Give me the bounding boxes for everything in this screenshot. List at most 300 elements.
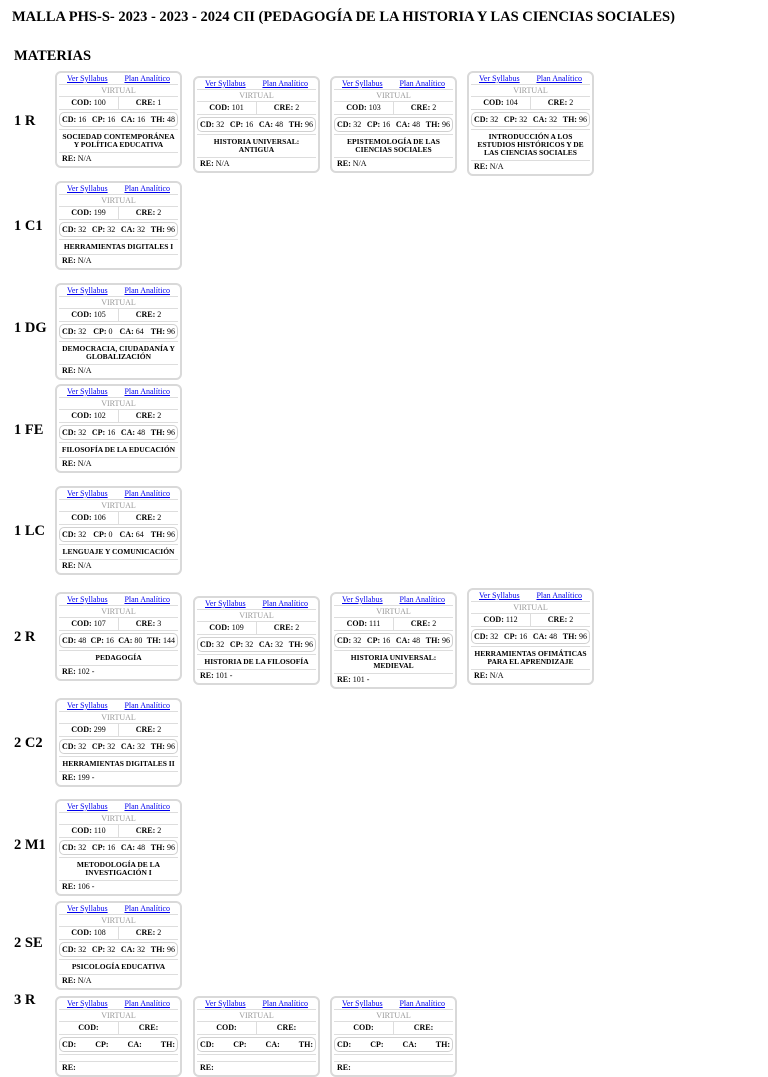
cd-cell: CD: 32 <box>474 632 499 641</box>
cod-cre-row <box>59 512 178 525</box>
cre-value: 1 <box>157 98 162 107</box>
th-value: 96 <box>441 120 450 129</box>
cod-cell: COD: 106 <box>59 512 119 524</box>
syllabus-link[interactable]: Ver Syllabus <box>67 999 108 1008</box>
course-name <box>197 1054 316 1062</box>
cod-cre-row <box>59 410 178 423</box>
cp-cell: CP: <box>370 1040 384 1049</box>
cp-value: 16 <box>107 428 116 437</box>
cre-value: 2 <box>157 725 162 734</box>
plan-analitico-link[interactable]: Plan Analítico <box>262 79 308 88</box>
ca-cell: CA: 80 <box>118 636 143 645</box>
card-links <box>59 286 178 297</box>
ca-cell: CA: 32 <box>120 742 146 751</box>
syllabus-link[interactable]: Ver Syllabus <box>342 999 383 1008</box>
cp-value: 32 <box>107 225 116 234</box>
card-links <box>59 74 178 85</box>
cre-cell: CRE: <box>413 1023 434 1032</box>
th-cell: TH: 96 <box>150 428 175 437</box>
cd-cell: CD: 16 <box>62 115 87 124</box>
cd-value: 48 <box>78 636 87 645</box>
ca-cell: CA: 48 <box>395 120 421 129</box>
page-title: MALLA PHS-S- 2023 - 2023 - 2024 CII (PEDAGOGÍA DE LA HISTORIA Y LAS CIENCIAS SOCIALES) <box>12 9 675 25</box>
course-name: SOCIEDAD CONTEMPORÁNEA Y POLÍTICA EDUCATIVA <box>59 129 178 153</box>
syllabus-link[interactable]: Ver Syllabus <box>67 802 108 811</box>
cp-cell: CP: 32 <box>503 115 528 124</box>
cod-value: 107 <box>93 619 106 628</box>
cre-cell: CRE: 2 <box>135 310 162 319</box>
cod-cell: COD: 101 <box>197 102 257 114</box>
course-name: METODOLOGÍA DE LA INVESTIGACIÓN I <box>59 857 178 881</box>
th-cell: TH: <box>298 1040 313 1049</box>
cod-cell: COD: 104 <box>471 97 531 109</box>
cre-value: 2 <box>432 619 437 628</box>
requisite-value: 199 - <box>77 773 95 782</box>
cp-value: 32 <box>107 742 116 751</box>
ca-cell: CA: 48 <box>395 636 421 645</box>
course-card <box>55 384 182 473</box>
modality-label: VIRTUAL <box>59 85 178 97</box>
course-card <box>55 592 182 681</box>
course-name: HERRAMIENTAS DIGITALES II <box>59 756 178 772</box>
card-links <box>197 79 316 90</box>
card-links <box>334 79 453 90</box>
cod-cell: COD: 110 <box>59 825 119 837</box>
course-name: FILOSOFÍA DE LA EDUCACIÓN <box>59 442 178 458</box>
cod-cre-row <box>59 309 178 322</box>
cp-value: 16 <box>519 632 528 641</box>
ca-cell: CA: 32 <box>120 225 146 234</box>
cd-cell: CD: 32 <box>337 636 362 645</box>
cp-cell: CP: 16 <box>366 636 391 645</box>
plan-analitico-link[interactable]: Plan Analítico <box>262 999 308 1008</box>
ca-value: 32 <box>137 225 146 234</box>
requisite-row: RE: N/A <box>62 154 92 163</box>
cd-value: 32 <box>78 742 87 751</box>
syllabus-link[interactable]: Ver Syllabus <box>67 701 108 710</box>
course-card <box>55 901 182 990</box>
requisite-row: RE: <box>337 1063 351 1072</box>
cod-value: 112 <box>505 615 518 624</box>
ca-cell: CA: 64 <box>119 327 144 336</box>
syllabus-link[interactable]: Ver Syllabus <box>67 184 108 193</box>
cre-cell: CRE: <box>276 1023 297 1032</box>
card-links <box>59 802 178 813</box>
th-cell: TH: 96 <box>562 632 587 641</box>
th-cell: TH: 96 <box>425 120 450 129</box>
th-value: 96 <box>167 327 175 336</box>
requisite-value: N/A <box>77 154 92 163</box>
cre-cell: CRE: 3 <box>135 619 162 628</box>
card-links <box>471 74 590 85</box>
cre-cell: CRE: 1 <box>135 98 162 107</box>
cd-cell: CD: <box>337 1040 352 1049</box>
ca-value: 32 <box>137 742 146 751</box>
cd-value: 32 <box>216 120 225 129</box>
ca-cell: CA: <box>265 1040 280 1049</box>
requisite-value: 101 - <box>352 675 370 684</box>
cod-value: 108 <box>93 928 106 937</box>
ca-cell: CA: <box>127 1040 142 1049</box>
modality-label: VIRTUAL <box>59 915 178 927</box>
cp-value: 0 <box>108 530 113 539</box>
cp-cell: CP: 16 <box>503 632 528 641</box>
cd-cell: CD: 32 <box>337 120 362 129</box>
cd-cell: CD: <box>200 1040 215 1049</box>
cre-value: 2 <box>295 103 300 112</box>
requisite-row: RE: N/A <box>62 256 92 265</box>
requisite-value: N/A <box>77 976 92 985</box>
plan-analitico-link[interactable]: Plan Analítico <box>399 79 445 88</box>
cod-cell: COD: 107 <box>59 618 119 630</box>
requisite-row: RE: 199 - <box>62 773 95 782</box>
cd-cell: CD: <box>62 1040 77 1049</box>
th-cell: TH: 96 <box>150 945 175 954</box>
cp-cell: CP: 16 <box>91 115 116 124</box>
cod-cre-row <box>59 825 178 838</box>
requisite-value: N/A <box>77 366 92 375</box>
course-card <box>193 996 320 1077</box>
cp-cell: CP: 16 <box>91 428 116 437</box>
cd-cell: CD: 32 <box>200 120 225 129</box>
th-cell: TH: 96 <box>150 843 175 852</box>
course-card <box>330 996 457 1077</box>
cp-cell: CP: <box>233 1040 247 1049</box>
cod-value: 101 <box>231 103 244 112</box>
syllabus-link[interactable]: Ver Syllabus <box>67 387 108 396</box>
plan-analitico-link[interactable]: Plan Analítico <box>124 999 170 1008</box>
course-name: HERRAMIENTAS OFIMÁTICAS PARA EL APRENDIZAJE <box>471 646 590 670</box>
course-name: DEMOCRACIA, CIUDADANÍA Y GLOBALIZACIÓN <box>59 341 178 365</box>
modality-label: VIRTUAL <box>471 85 590 97</box>
cre-value: 2 <box>432 103 437 112</box>
card-links <box>334 595 453 606</box>
ca-value: 80 <box>134 636 143 645</box>
cp-cell: CP: 0 <box>93 530 113 539</box>
cp-cell: CP: 16 <box>366 120 391 129</box>
modality-label: VIRTUAL <box>59 297 178 309</box>
cod-cre-row <box>59 207 178 220</box>
plan-analitico-link[interactable]: Plan Analítico <box>124 904 170 913</box>
course-name: EPISTEMOLOGÍA DE LAS CIENCIAS SOCIALES <box>334 134 453 158</box>
syllabus-link[interactable]: Ver Syllabus <box>479 591 520 600</box>
requisite-row: RE: N/A <box>474 162 504 171</box>
section-heading: MATERIAS <box>14 48 92 64</box>
plan-analitico-link[interactable]: Plan Analítico <box>399 595 445 604</box>
requisite-row: RE: 102 - <box>62 667 95 676</box>
hours-row <box>334 117 453 132</box>
card-links <box>59 184 178 195</box>
cod-value: 106 <box>93 513 106 522</box>
th-value: 144 <box>162 636 175 645</box>
cp-value: 16 <box>245 120 254 129</box>
requisite-value: N/A <box>489 162 504 171</box>
course-name <box>334 1054 453 1062</box>
cre-value: 2 <box>569 615 574 624</box>
ca-cell: CA: <box>402 1040 417 1049</box>
card-links <box>59 999 178 1010</box>
cod-value: 105 <box>93 310 106 319</box>
cod-value: 100 <box>93 98 106 107</box>
cd-value: 16 <box>78 115 87 124</box>
row-label-1r: 1 R <box>14 113 36 129</box>
row-label-1c1: 1 C1 <box>14 218 43 234</box>
cd-value: 32 <box>78 530 87 539</box>
course-name: HISTORIA UNIVERSAL: ANTIGUA <box>197 134 316 158</box>
th-cell: TH: 96 <box>425 636 450 645</box>
plan-analitico-link[interactable]: Plan Analítico <box>124 387 170 396</box>
cp-cell: CP: 32 <box>91 225 116 234</box>
modality-label: VIRTUAL <box>334 606 453 618</box>
modality-label: VIRTUAL <box>59 813 178 825</box>
th-cell: TH: 144 <box>146 636 175 645</box>
course-card <box>55 71 182 168</box>
plan-analitico-link[interactable]: Plan Analítico <box>124 184 170 193</box>
cod-cell: COD: 111 <box>334 618 394 630</box>
cd-value: 32 <box>78 225 87 234</box>
plan-analitico-link[interactable]: Plan Analítico <box>536 74 582 83</box>
ca-cell: CA: 48 <box>120 843 146 852</box>
syllabus-link[interactable]: Ver Syllabus <box>205 599 246 608</box>
syllabus-link[interactable]: Ver Syllabus <box>342 595 383 604</box>
cod-cell: COD: 112 <box>471 614 531 626</box>
course-card <box>467 71 594 176</box>
cod-cre-row <box>59 724 178 737</box>
cre-cell: CRE: 2 <box>547 98 574 107</box>
row-label-2se: 2 SE <box>14 935 43 951</box>
cod-value: 102 <box>93 411 106 420</box>
cod-cre-row <box>334 618 453 631</box>
modality-label: VIRTUAL <box>197 1010 316 1022</box>
cd-cell: CD: 32 <box>62 327 87 336</box>
cre-cell: CRE: 2 <box>135 411 162 420</box>
course-card <box>467 588 594 685</box>
cre-cell: CRE: 2 <box>273 623 300 632</box>
cd-value: 32 <box>78 428 87 437</box>
cp-value: 0 <box>108 327 113 336</box>
hours-row <box>197 1037 316 1052</box>
requisite-value: 101 - <box>215 671 233 680</box>
requisite-row: RE: <box>62 1063 76 1072</box>
course-name: INTRODUCCIÓN A LOS ESTUDIOS HISTÓRICOS Y DE LAS CIENCIAS SOCIALES <box>471 129 590 161</box>
hours-row <box>59 112 178 127</box>
ca-cell: CA: 48 <box>120 428 146 437</box>
cod-cell: COD: 108 <box>59 927 119 939</box>
cd-cell: CD: 32 <box>62 225 87 234</box>
requisite-row: RE: N/A <box>62 976 92 985</box>
th-value: 96 <box>304 640 313 649</box>
cre-value: 3 <box>157 619 162 628</box>
cre-cell: CRE: 2 <box>410 103 437 112</box>
th-value: 96 <box>166 225 175 234</box>
modality-label: VIRTUAL <box>59 398 178 410</box>
hours-row <box>59 633 178 648</box>
cre-value: 2 <box>157 208 162 217</box>
cre-cell: CRE: 2 <box>547 615 574 624</box>
plan-analitico-link[interactable]: Plan Analítico <box>124 595 170 604</box>
requisite-row: RE: 106 - <box>62 882 95 891</box>
hours-row <box>197 637 316 652</box>
th-value: 96 <box>578 115 587 124</box>
cod-cre-row <box>59 618 178 631</box>
card-links <box>59 701 178 712</box>
course-card <box>55 181 182 270</box>
th-value: 96 <box>167 530 175 539</box>
plan-analitico-link[interactable]: Plan Analítico <box>262 599 308 608</box>
th-value: 96 <box>578 632 587 641</box>
syllabus-link[interactable]: Ver Syllabus <box>67 904 108 913</box>
cp-cell: CP: 0 <box>93 327 113 336</box>
cp-value: 32 <box>245 640 254 649</box>
cre-value: 2 <box>157 826 162 835</box>
syllabus-link[interactable]: Ver Syllabus <box>205 79 246 88</box>
cod-cell: COD: 103 <box>334 102 394 114</box>
cod-cell: COD: <box>197 1022 257 1034</box>
cd-value: 32 <box>78 327 87 336</box>
requisite-value: N/A <box>77 459 92 468</box>
syllabus-link[interactable]: Ver Syllabus <box>67 595 108 604</box>
th-cell: TH: 48 <box>150 115 175 124</box>
course-card <box>55 799 182 896</box>
th-value: 96 <box>441 636 450 645</box>
cd-cell: CD: 32 <box>62 945 87 954</box>
hours-row <box>59 942 178 957</box>
th-value: 96 <box>166 742 175 751</box>
hours-row <box>59 739 178 754</box>
course-card <box>330 592 457 689</box>
course-name: HISTORIA UNIVERSAL: MEDIEVAL <box>334 650 453 674</box>
cod-value: 104 <box>505 98 518 107</box>
card-links <box>197 999 316 1010</box>
cd-value: 32 <box>490 115 499 124</box>
modality-label: VIRTUAL <box>59 1010 178 1022</box>
course-card <box>55 996 182 1077</box>
ca-value: 64 <box>135 327 144 336</box>
row-label-2c2: 2 C2 <box>14 735 43 751</box>
cre-cell: CRE: 2 <box>135 928 162 937</box>
requisite-row: RE: 101 - <box>200 671 233 680</box>
ca-value: 48 <box>412 636 421 645</box>
row-label-2r: 2 R <box>14 629 36 645</box>
course-name: PEDAGOGÍA <box>59 650 178 666</box>
plan-analitico-link[interactable]: Plan Analítico <box>124 74 170 83</box>
th-cell: TH: 96 <box>288 640 313 649</box>
cd-cell: CD: 32 <box>62 843 87 852</box>
cd-value: 32 <box>353 636 362 645</box>
syllabus-link[interactable]: Ver Syllabus <box>67 489 108 498</box>
row-label-3r: 3 R <box>14 992 36 1008</box>
course-card <box>193 76 320 173</box>
syllabus-link[interactable]: Ver Syllabus <box>67 74 108 83</box>
cod-cre-row <box>59 927 178 940</box>
hours-row <box>59 840 178 855</box>
ca-cell: CA: 32 <box>120 945 146 954</box>
cd-value: 32 <box>353 120 362 129</box>
requisite-row: RE: N/A <box>474 671 504 680</box>
cp-cell: CP: 32 <box>229 640 254 649</box>
cod-cre-row <box>197 102 316 115</box>
cp-cell: CP: 16 <box>90 636 114 645</box>
plan-analitico-link[interactable]: Plan Analítico <box>124 701 170 710</box>
syllabus-link[interactable]: Ver Syllabus <box>342 79 383 88</box>
syllabus-link[interactable]: Ver Syllabus <box>479 74 520 83</box>
plan-analitico-link[interactable]: Plan Analítico <box>536 591 582 600</box>
cod-cre-row <box>471 614 590 627</box>
cod-cre-row <box>197 622 316 635</box>
syllabus-link[interactable]: Ver Syllabus <box>205 999 246 1008</box>
cd-cell: CD: 32 <box>62 530 87 539</box>
requisite-row: RE: N/A <box>62 366 92 375</box>
ca-value: 32 <box>275 640 284 649</box>
cd-value: 32 <box>78 945 87 954</box>
cod-value: 110 <box>93 826 106 835</box>
course-card <box>193 596 320 685</box>
row-label-1lc: 1 LC <box>14 523 46 539</box>
requisite-row: RE: <box>200 1063 214 1072</box>
cre-cell: CRE: 2 <box>135 513 162 522</box>
th-value: 96 <box>166 945 175 954</box>
modality-label: VIRTUAL <box>59 195 178 207</box>
ca-value: 48 <box>275 120 284 129</box>
course-name: HISTORIA DE LA FILOSOFÍA <box>197 654 316 670</box>
cp-cell: CP: 32 <box>91 945 116 954</box>
hours-row <box>334 633 453 648</box>
th-cell: TH: 96 <box>150 225 175 234</box>
hours-row <box>334 1037 453 1052</box>
ca-cell: CA: 32 <box>258 640 284 649</box>
hours-row <box>59 527 178 542</box>
plan-analitico-link[interactable]: Plan Analítico <box>399 999 445 1008</box>
th-cell: TH: <box>160 1040 175 1049</box>
cod-value: 299 <box>93 725 106 734</box>
cd-cell: CD: 32 <box>474 115 499 124</box>
requisite-value: 102 - <box>77 667 95 676</box>
cre-cell: CRE: 2 <box>135 208 162 217</box>
plan-analitico-link[interactable]: Plan Analítico <box>124 802 170 811</box>
cod-cell: COD: <box>334 1022 394 1034</box>
th-cell: TH: 96 <box>150 742 175 751</box>
cre-value: 2 <box>157 310 162 319</box>
cre-cell: CRE: 2 <box>135 725 162 734</box>
cre-cell: CRE: 2 <box>273 103 300 112</box>
th-value: 96 <box>166 428 175 437</box>
cre-value: 2 <box>157 928 162 937</box>
hours-row <box>59 222 178 237</box>
course-name: LENGUAJE Y COMUNICACIÓN <box>59 544 178 560</box>
cod-cre-row <box>59 97 178 110</box>
requisite-value: N/A <box>215 159 230 168</box>
cre-value: 2 <box>295 623 300 632</box>
plan-analitico-link[interactable]: Plan Analítico <box>124 489 170 498</box>
cod-cell: COD: 199 <box>59 207 119 219</box>
hours-row <box>59 425 178 440</box>
cd-value: 32 <box>490 632 499 641</box>
ca-value: 48 <box>137 428 146 437</box>
requisite-value: N/A <box>352 159 367 168</box>
cp-value: 32 <box>519 115 528 124</box>
requisite-value: N/A <box>77 256 92 265</box>
plan-analitico-link[interactable]: Plan Analítico <box>124 286 170 295</box>
requisite-row: RE: N/A <box>62 459 92 468</box>
cd-value: 32 <box>78 843 87 852</box>
syllabus-link[interactable]: Ver Syllabus <box>67 286 108 295</box>
cre-cell: CRE: 2 <box>410 619 437 628</box>
ca-value: 32 <box>137 945 146 954</box>
ca-value: 64 <box>135 530 144 539</box>
card-links <box>471 591 590 602</box>
modality-label: VIRTUAL <box>59 712 178 724</box>
card-links <box>334 999 453 1010</box>
